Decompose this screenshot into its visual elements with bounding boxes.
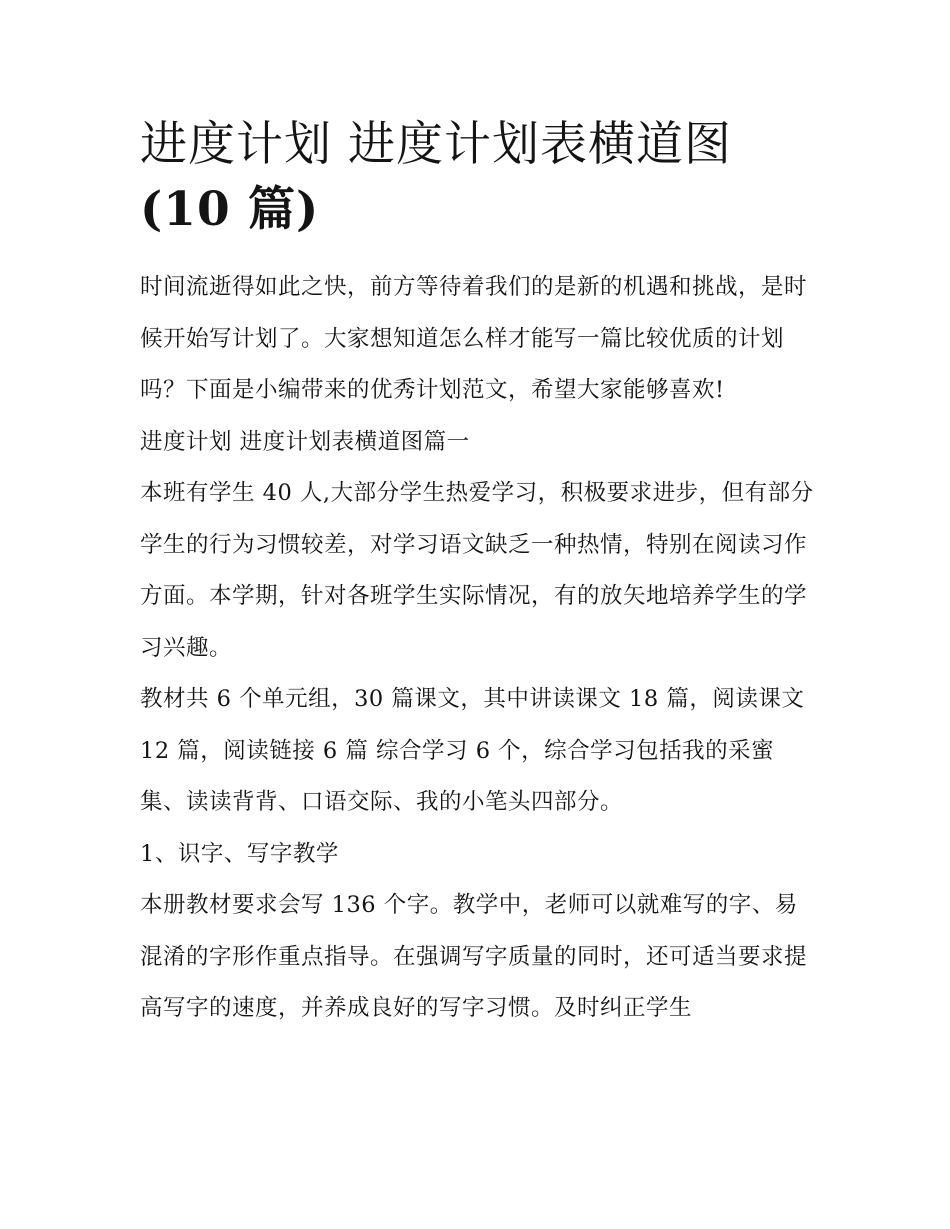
document-page — [140, 112, 820, 1035]
writing-teaching-paragraph: 本册教材要求会写 136 个字。教学中，老师可以就难写的字、易混淆的字形作重点指导。在强调写字质量的同时，还可适当要求提高写字的速度，并养成良好的写字习惯。及时纠正学生 — [140, 892, 808, 1021]
class-description-paragraph: 本班有学生 40 人,大部分学生热爱学习，积极要求进步，但有部分学生的行为习惯较差，对学习语文缺乏一种热情，特别在阅读习作方面。本学期，针对各班学生实际情况，有的放矢地培养学生的学习兴趣。 — [140, 480, 814, 661]
textbook-paragraph: 教材共 6 个单元组，30 篇课文，其中讲读课文 18 篇，阅读课文 12 篇，阅读链接 6 篇 综合学习 6 个，综合学习包括我的采蜜集、读读背背、口语交际、我的小笔头四部分。 — [140, 686, 805, 815]
subsection-heading: 1、识字、写字教学 — [140, 840, 339, 867]
title-count: (10 篇) — [140, 182, 320, 237]
page-title — [140, 112, 820, 242]
title-main: 进度计划 进度计划表横道图 — [140, 117, 732, 172]
intro-paragraph: 时间流逝得如此之快，前方等待着我们的是新的机遇和挑战，是时候开始写计划了。大家想知道怎么样才能写一篇比较优质的计划吗？下面是小编带来的优秀计划范文，希望大家能够喜欢! — [140, 274, 808, 403]
section-heading: 进度计划 进度计划表横道图篇一 — [140, 428, 470, 455]
